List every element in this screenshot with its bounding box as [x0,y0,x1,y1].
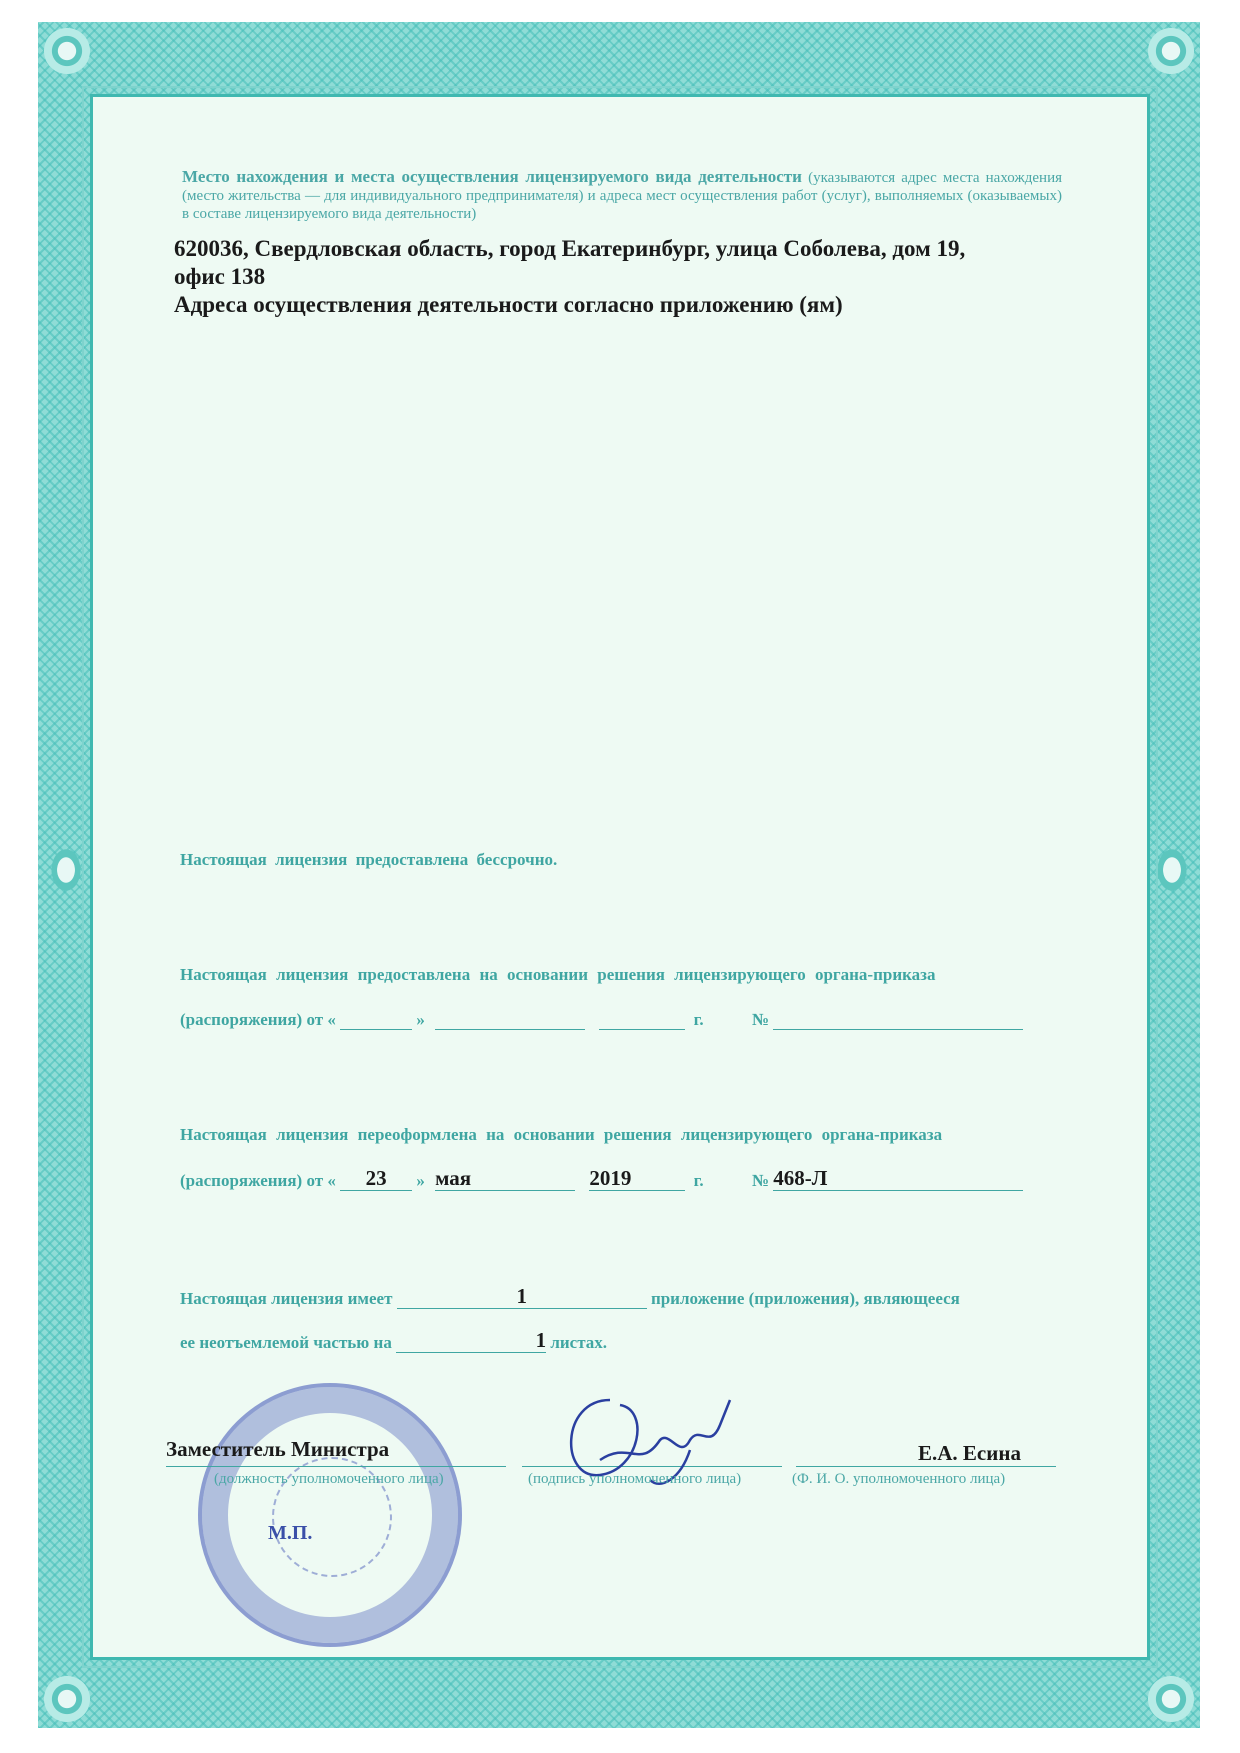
appendix-sheets-field: 1 [396,1328,546,1353]
reissued-number-field: 468-Л [773,1166,1023,1191]
appendix-count-prefix: Настоящая лицензия имеет [180,1289,393,1308]
granted-year-field [599,1005,685,1030]
signature-caption: (подпись уполномоченного лица) [528,1471,742,1487]
appendix-sheets-suffix: листах. [550,1333,608,1352]
appendix-line-1 [180,1284,960,1309]
appendix-line-2 [180,1328,607,1353]
reissued-quote-close: » [416,1171,425,1190]
name-line [796,1466,1056,1467]
corner-ornament-bottom-right [1136,1664,1206,1734]
appendix-count-suffix: приложение (приложения), являющееся [650,1289,960,1308]
address-line-3: Адреса осуществления деятельности согласно приложению (ям) [174,292,843,317]
granted-day-field [340,1005,412,1030]
license-term: Настоящая лицензия предоставлена бессрочно. [180,850,558,869]
granted-number-field [773,1005,1023,1030]
address-block [174,235,1094,319]
reissued-month-field: мая [435,1166,575,1191]
address-line-1: 620036, Свердловская область, город Екатеринбург, улица Соболева, дом 19, [174,236,966,261]
granted-year-suffix: г. [693,1010,704,1029]
granted-number-label: № [751,1010,769,1029]
granted-order-prefix: (распоряжения) от « [180,1010,336,1029]
side-ornament-left [38,830,94,910]
reissued-year-suffix: г. [693,1171,704,1190]
reissued-year-field: 2019 [589,1166,685,1191]
position-caption: (должность уполномоченного лица) [214,1471,444,1487]
granted-quote-close: » [416,1010,425,1029]
reissued-order-prefix: (распоряжения) от « [180,1171,336,1190]
name-caption: (Ф. И. О. уполномоченного лица) [792,1471,1006,1487]
signer-name: Е.А. Есина [918,1441,1021,1465]
position-line [166,1466,506,1467]
appendix-sheets-prefix: ее неотъемлемой частью на [180,1333,392,1352]
side-ornament-right [1144,830,1200,910]
reissued-order-line [180,1166,1023,1191]
reissued-basis-text: Настоящая лицензия переоформлена на основании решения лицензирующего органа-приказа [180,1125,943,1144]
signer-position: Заместитель Министра [166,1437,390,1461]
corner-ornament-bottom-left [32,1664,102,1734]
appendix-count-field: 1 [397,1284,647,1309]
granted-basis-text: Настоящая лицензия предоставлена на основании решения лицензирующего органа-приказа [180,965,936,984]
corner-ornament-top-right [1136,16,1206,86]
granted-month-field [435,1005,585,1030]
location-header-title: Место нахождения и места осуществления лицензируемого вида деятельности [182,167,802,186]
location-header [182,168,1062,223]
corner-ornament-top-left [32,16,102,86]
location-header-note: (указываются адрес места нахождения (место жительства — для индивидуального предпринимателя) и адреса мест осуществления работ (услуг), выполняемых (оказываемых) в составе лицензируемого вида деятельности) [182,170,1062,222]
seal-mark: М.П. [268,1522,313,1544]
granted-order-line [180,1005,1023,1030]
reissued-day-field: 23 [340,1166,412,1191]
reissued-number-label: № [751,1171,769,1190]
official-seal [198,1383,462,1647]
address-line-2: офис 138 [174,264,266,289]
